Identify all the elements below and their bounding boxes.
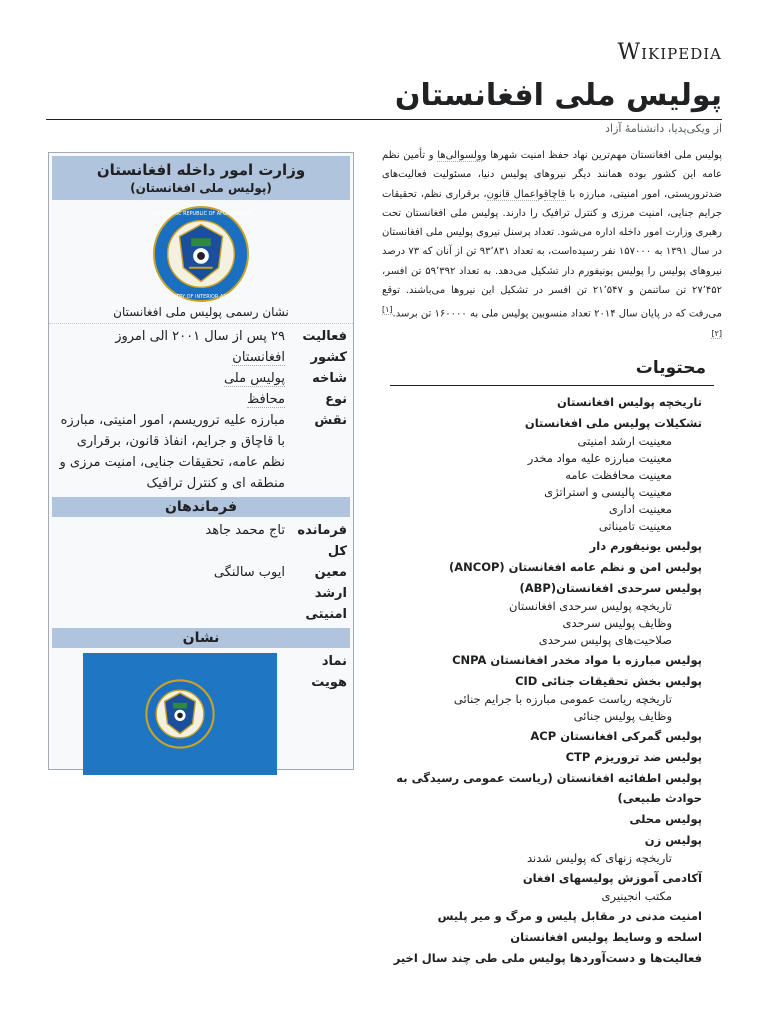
wikipedia-logo[interactable]: Wikipedia	[617, 40, 722, 65]
section-commanders: فرماندهان	[52, 497, 350, 517]
table-of-contents	[390, 358, 714, 968]
infobox-key: نوع	[325, 392, 347, 407]
link-districts[interactable]: ولسوالی‌ها	[437, 150, 482, 161]
toc-item[interactable]: تاریخچه پولیس سرحدی افغانستان	[509, 599, 672, 613]
infobox-key: شاخه	[312, 371, 347, 386]
toc-item[interactable]: پولیس محلی	[629, 812, 702, 826]
page-title: پولیس ملی افغانستان	[46, 78, 722, 120]
toc-item[interactable]: پولیس اطفائیه افغانستان (ریاست عمومی رسیدگی به حوادث طبیعی)	[396, 771, 702, 805]
toc-item[interactable]: فعالیت‌ها و دست‌آوردها پولیس ملی طی چند سال اخیر	[393, 951, 702, 965]
infobox-subtitle: (پولیس ملی افغانستان)	[130, 181, 272, 195]
infobox-key: نقش	[314, 413, 347, 428]
toc-item[interactable]: معینیت اداری	[608, 502, 672, 516]
infobox-row-insignia	[49, 651, 353, 775]
toc-item[interactable]: معینیت مبارزه علیه مواد مخدر	[527, 451, 672, 465]
section-insignia: نشان	[52, 628, 350, 648]
toc-item[interactable]: معینیت ارشد امنیتی	[577, 434, 672, 448]
toc-item[interactable]: صلاحیت‌های پولیس سرحدی	[538, 633, 672, 647]
toc-item[interactable]: پولیس مبارزه با مواد مخدر افغانستان CNPA	[452, 653, 702, 667]
infobox-row-type	[49, 389, 353, 410]
infobox-value: مبارزه علیه تروریسم، امور امنیتی، مبارزه با قاچاق و جرایم، انفاذ قانون، برقراری نظم عامه، تحقیقات جنایی، امنیت مرزی و منطقه ای و کنترل ترافیک	[59, 413, 285, 491]
insignia-flag-image[interactable]	[83, 653, 277, 775]
toc-item[interactable]: تشکیلات پولیس ملی افغانستان	[524, 416, 702, 430]
toc-item[interactable]: تاریخچه زنهای که پولیس شدند	[527, 851, 672, 865]
police-emblem-icon	[151, 205, 251, 303]
emblem-text-top: THE ISLAMIC REPUBLIC OF AFGHANISTAN	[151, 210, 251, 217]
link-branch[interactable]: پولیس ملی	[223, 371, 285, 386]
toc-item[interactable]: معینیت تامیناتی	[598, 519, 672, 533]
infobox-row-activity	[49, 326, 353, 347]
toc-item[interactable]: آکادمی آموزش پولیسهای افغان	[522, 871, 702, 885]
toc-item[interactable]: پولیس ضد تروریزم CTP	[565, 750, 702, 764]
infobox-header	[52, 156, 350, 200]
emblem-caption: نشان رسمی پولیس ملی افغانستان	[49, 303, 353, 324]
toc-item[interactable]: پولیس امن و نظم عامه افغانستان (ANCOP)	[448, 560, 702, 574]
infobox-key: معین ارشد امنیتی	[305, 565, 347, 622]
toc-item[interactable]: اسلحه و وسایط پولیس افغانستان	[510, 930, 702, 944]
emblem-text-bottom: MINISTRY OF INTERIOR AFFAIRS	[162, 294, 240, 301]
emblem-image[interactable]	[49, 203, 353, 303]
toc-item[interactable]: پولیس گمرکی افغانستان ACP	[530, 729, 702, 743]
toc-item[interactable]: پولیس یونیفورم دار	[589, 539, 702, 553]
infobox	[48, 152, 354, 770]
toc-item[interactable]: پولیس سرحدی افغانستان(ABP)	[519, 581, 702, 595]
intro-paragraph: پولیس ملی افغانستان مهم‌ترین نهاد حفظ امنیت شهرها وولسوالی‌ها و تأمین نظم عامه این کشور بوده همانند دیگر نیروهای پولیس دنیا، مسئولیت فعالیت‌های ضدتروریستی، امور امنیتی، مبارزه با قاچاقواعمال قانون، برقراری نظم، تحقیقات جرایم جنایی، امنیت مرزی و کنترل ترافیک را دارند. پولیس ملی افغانستان تحت رهبری وزارت امور داخله اداره می‌شود. تعداد پرسنل نیروی پولیس ملی افغانستان در سال ۱۳۹۱ به ۱۵۷۰۰۰ نفر رسیده‌است، به تعداد ۹۳٬۸۳۱ تن از آنان که ۷۳ درصد نیروهای پولیس را پولیس یونیفورم دار تشکیل می‌دهد. به تعداد ۵۹٬۳۹۲ تن افسر، ۲۷٬۴۵۲ تن ساتنمن و ۲۱٬۵۴۷ تن افسر در تشکیل این نیروها می‌باشند. توقع می‌رفت که در پایان سال ۲۰۱۴ تعداد منسوبین پولیس ملی به ۱۶۰۰۰۰ تن برسد.[۱][۲]	[382, 150, 723, 338]
page-subtitle: از ویکی‌پدیا، دانشنامهٔ آزاد	[605, 122, 722, 135]
link-law-enforcement[interactable]: اعمال قانون	[486, 188, 539, 200]
police-emblem-icon	[145, 679, 215, 749]
infobox-key: فعالیت	[302, 329, 347, 344]
toc-item[interactable]: وظایف پولیس جنائی	[573, 709, 672, 723]
link-smuggling[interactable]: قاچاق	[543, 188, 566, 200]
infobox-row-branch	[49, 368, 353, 389]
toc-item[interactable]: معینیت پالیسی و استراتژی	[544, 485, 672, 499]
toc-item[interactable]: تاریخچه ریاست عمومی مبارزه با جرایم جنائی	[453, 692, 672, 706]
toc-item[interactable]: معینیت محافظت عامه	[565, 468, 672, 482]
toc-title: محتویات	[390, 358, 714, 386]
toc-item[interactable]: پولیس بخش تحقیقات جنائی CID	[515, 674, 702, 688]
infobox-row-deputy	[49, 562, 353, 625]
reference-links[interactable]: [۱][۲]	[382, 305, 722, 338]
toc-item[interactable]: وظایف پولیس سرحدی	[562, 616, 672, 630]
toc-item[interactable]: امنیت مدنی در مقابل پلیس و مرگ و میر پلیس	[437, 909, 702, 923]
infobox-row-role	[49, 410, 353, 494]
infobox-value: ۲۹ پس از سال ۲۰۰۱ الی امروز	[115, 329, 285, 344]
toc-item[interactable]: مکتب انجینیری	[601, 889, 672, 903]
toc-item[interactable]: پولیس زن	[644, 833, 702, 847]
infobox-row-commander	[49, 520, 353, 562]
link-country[interactable]: افغانستان	[232, 350, 285, 365]
infobox-row-country	[49, 347, 353, 368]
infobox-key: نماد هویت	[311, 654, 347, 690]
infobox-key: کشور	[310, 350, 347, 365]
toc-list	[390, 392, 714, 968]
infobox-key: فرمانده کل	[297, 523, 347, 559]
infobox-value: تاج محمد جاهد	[205, 523, 285, 538]
infobox-value: ایوب سالنگی	[213, 565, 285, 580]
toc-item[interactable]: تاریخچه پولیس افغانستان	[556, 395, 702, 409]
link-type[interactable]: محافظ	[247, 392, 285, 407]
infobox-title: وزارت امور داخله افغانستان	[96, 161, 306, 179]
